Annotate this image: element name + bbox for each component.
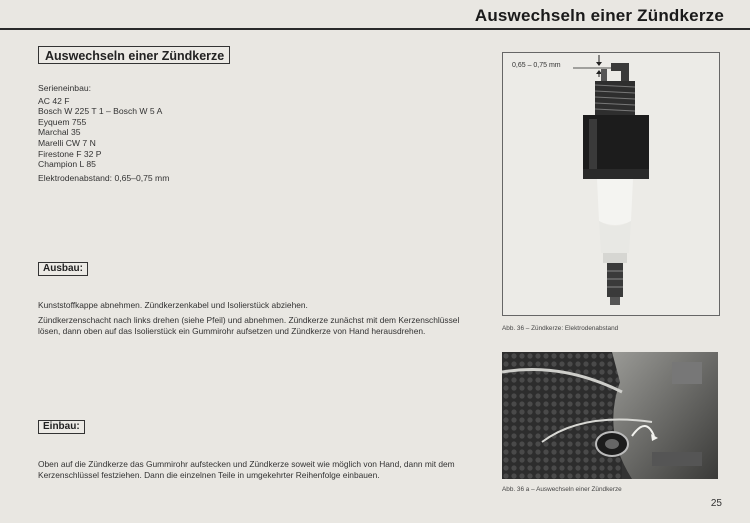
spark-plug-figure [502, 52, 720, 316]
einbau-text: Oben auf die Zündkerze das Gummirohr aufstecken und Zündkerze soweit wie möglich von Hand, dann mit dem Kerzenschlüssel festziehen. Dann die einzelnen Teile in umgekehrter Reihenfolge einbauen. [38, 459, 455, 480]
engine-photo [502, 352, 718, 479]
spec-item: Champion L 85 [38, 159, 96, 170]
einbau-heading: Einbau: [38, 420, 85, 434]
page-header-title: Auswechseln einer Zündkerze [474, 6, 724, 25]
engine-photo-illustration [502, 352, 718, 479]
ausbau-heading: Ausbau: [38, 262, 88, 276]
spec-item: AC 42 F [38, 95, 70, 106]
spec-item: Marchal 35 [38, 127, 81, 138]
figure-36-caption: Abb. 36 – Zündkerze: Elektrodenabstand [502, 325, 619, 332]
section-title: Auswechseln einer Zündkerze [38, 46, 230, 64]
figure-36a-caption: Abb. 36 a – Auswechseln einer Zündkerze [502, 486, 622, 493]
spec-item: Eyquem 755 [38, 116, 87, 127]
spark-plug-illustration [503, 53, 719, 315]
specs-intro: Serieneinbau: [38, 83, 92, 93]
spec-item: Marelli CW 7 N [38, 137, 96, 148]
electrode-gap-label: 0,65 – 0,75 mm [512, 62, 561, 69]
spark-plug-specs [38, 83, 169, 183]
page-number: 25 [710, 498, 722, 509]
spec-item: Bosch W 225 T 1 – Bosch W 5 A [38, 106, 163, 117]
ausbau-step-2: Zündkerzenschacht nach links drehen (siehe Pfeil) und abnehmen. Zündkerze zunächst mit dem Kerzenschlüssel lösen, dann oben auf das Isolierstück ein Gummirohr aufsetzen und Zündkerze von Hand herausdrehen. [38, 315, 460, 336]
electrode-gap-spec: Elektrodenabstand: 0,65–0,75 mm [38, 172, 170, 183]
spec-item: Firestone F 32 P [38, 148, 102, 159]
ausbau-step-1: Kunststoffkappe abnehmen. Zündkerzenkabel und Isolierstück abziehen. [38, 300, 308, 310]
header-rule [0, 28, 750, 30]
